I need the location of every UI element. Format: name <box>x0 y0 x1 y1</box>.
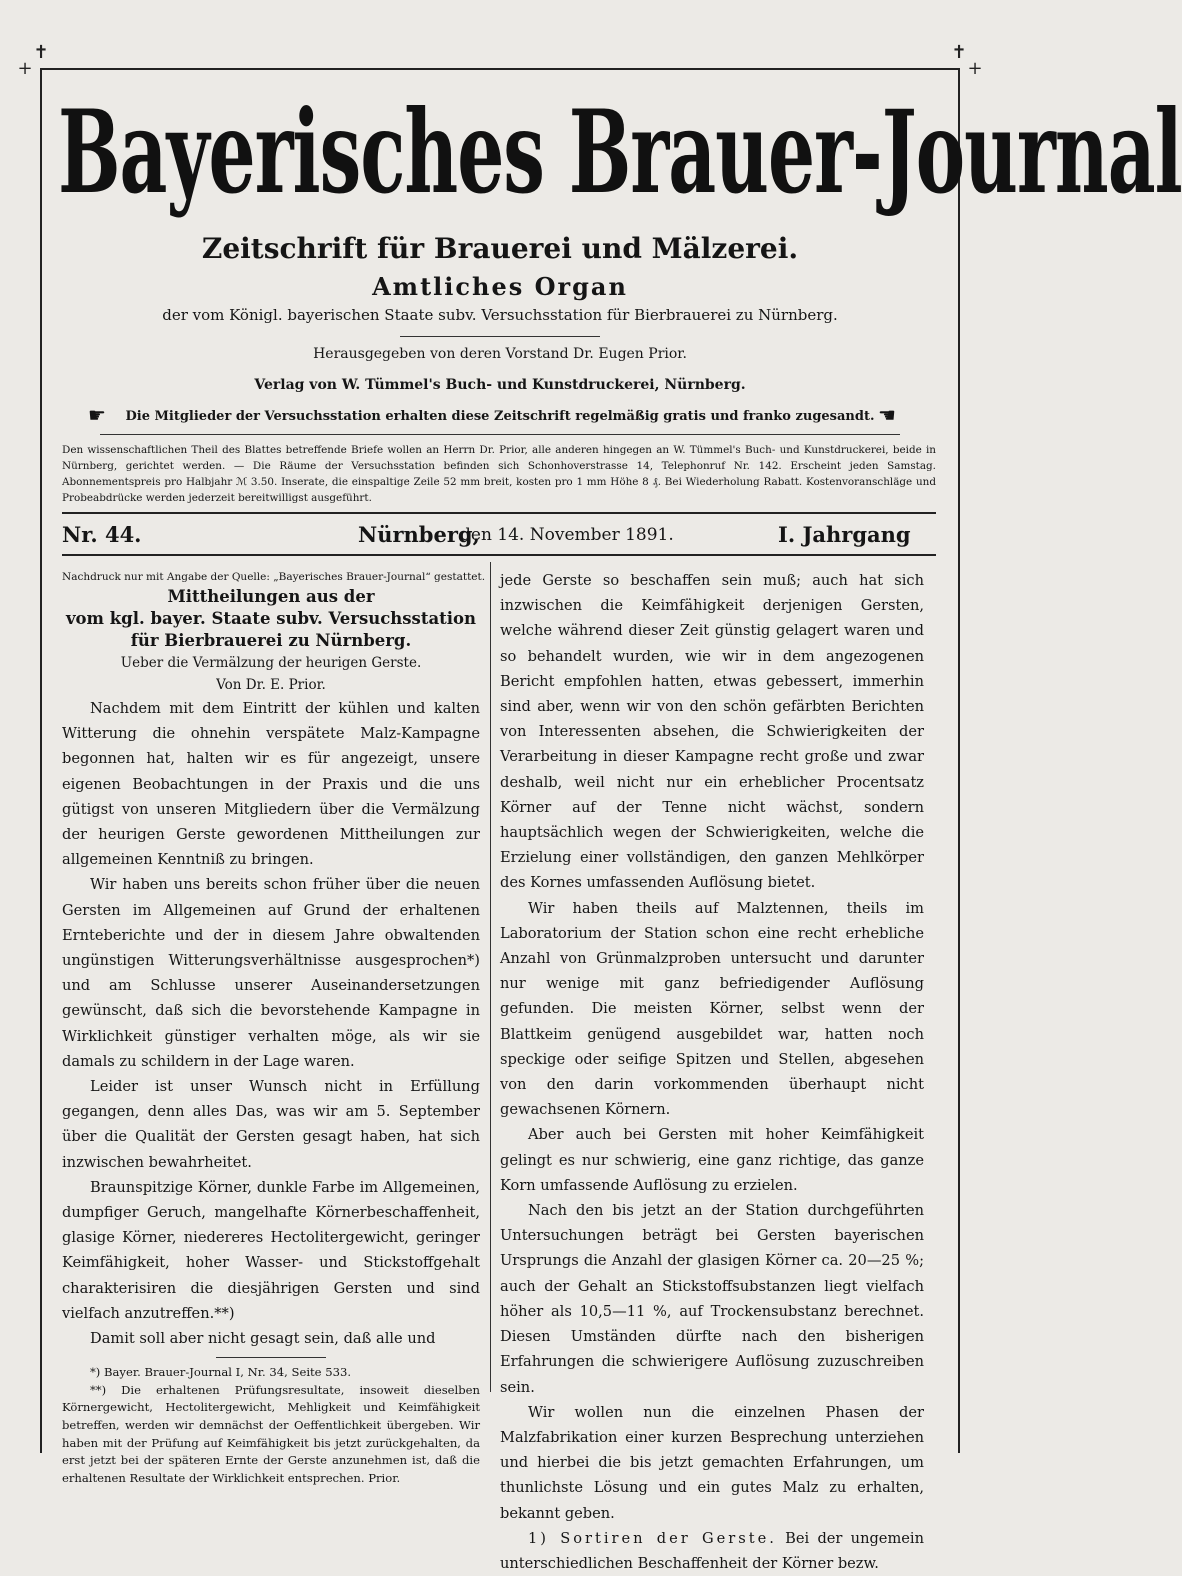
article-title-line: Mittheilungen aus der <box>167 587 375 606</box>
pointing-hand-left-icon: ☚ <box>878 403 896 427</box>
divider <box>400 336 600 337</box>
article-column-left <box>62 568 486 1487</box>
official-organ-label: Amtliches Organ <box>372 272 628 301</box>
issue-bottom-rule <box>62 554 936 556</box>
reprint-note: Nachdruck nur mit Angabe der Quelle: „Bayerisches Brauer-Journal“ gestattet. <box>62 571 486 583</box>
pointing-hand-right-icon: ☛ <box>88 403 106 427</box>
footnote-divider <box>216 1357 326 1358</box>
column-divider <box>490 562 491 1392</box>
frame-cross-icon: + <box>967 58 983 79</box>
article-paragraph: Wir wollen nun die einzelnen Phasen der Malzfabrikation einer kurzen Besprechung unterziehen und hierbei die bis jetzt gemachten Erfahrungen, um thunlichste Lösung und ein gutes Malz zu erhalten, bekannt geben. <box>500 1403 924 1522</box>
publisher-line: Verlag von W. Tümmel's Buch- und Kunstdruckerei, Nürnberg. <box>254 377 746 393</box>
article-column-right <box>500 568 924 1576</box>
issue-info-row <box>62 522 936 548</box>
article-paragraph: jede Gerste so beschaffen sein muß; auch hat sich inzwischen die Keimfähigkeit derjenigen Gersten, welche während dieser Zeit günstig gelagert waren und so behandelt wurden, wie wir in dem angezogenen Bericht empfohlen hatten, etwas gebessert, immerhin sind aber, wenn wir von den schön gefärbten Berichten von Interessenten absehen, die Schwierigkeiten der Verarbeitung in dieser Kampagne recht große und zwar deshalb, weil nicht nur ein erheblicher Procentsatz Körner auf der Tenne nicht wächst, sondern hauptsächlich wegen der Schwierigkeiten, welche die Erzielung einer vollständigen, den ganzen Mehlkörper des Kornes umfassenden Auflösung bietet. <box>500 572 924 892</box>
subscription-notice: Den wissenschaftlichen Theil des Blattes betreffende Briefe wollen an Herrn Dr. Prior, alle anderen hingegen an W. Tümmel's Buch- und Kunstdruckerei, beide in Nürnberg, gerichtet werden. — Die Räume der Versuchsstation befinden sich Schonhoverstrasse 14, Telephonruf Nr. 142. Erscheint jeden Samstag. Abonnementspreis pro Halbjahr ℳ 3.50. Inserate, die einspaltige Zeile 52 mm breit, kosten pro 1 mm Höhe 8 ₰. Bei Wiederholung Rabatt. Kostenvoranschläge und Probeabdrücke werden jederzeit bereitwilligst ausgeführt. <box>62 444 936 504</box>
editor-line: Herausgegeben von deren Vorstand Dr. Eugen Prior. <box>313 346 687 362</box>
article-paragraph: Nachdem mit dem Eintritt der kühlen und kalten Witterung die ohnehin verspätete Malz-Kampagne begonnen hat, halten wir es für angezeigt, unsere eigenen Beobachtungen in der Praxis und die uns gütigst von unseren Mitgliedern über die Vermälzung der heurigen Gerste gewordenen Mittheilungen zur allgemeinen Kenntniß zu bringen. <box>62 700 480 869</box>
issue-volume: I. Jahrgang <box>778 522 911 547</box>
members-notice: Die Mitglieder der Versuchsstation erhalten diese Zeitschrift regelmäßig gratis und franko zugesandt. <box>125 409 875 424</box>
corner-cross-icon: ✝ <box>951 42 967 63</box>
masthead-subtitle: Zeitschrift für Brauerei und Mälzerei. <box>201 232 799 265</box>
section-heading: 1) Sortiren der Gerste. <box>528 1529 777 1547</box>
article-title-line: für Bierbrauerei zu Nürnberg. <box>130 631 412 650</box>
issue-number: Nr. 44. <box>62 522 142 547</box>
article-paragraph: Nach den bis jetzt an der Station durchgeführten Untersuchungen beträgt bei Gersten bayerischen Ursprungs die Anzahl der glasigen Körner ca. 20—25 %; auch der Gehalt an Stickstoffsubstanzen liegt vielfach höher als 10,5—11 %, auf Trockensubstanz berechnet. Diesen Umständen dürfte nach den bisherigen Erfahrungen die schwierigere Auflösung zuzuschreiben sein. <box>500 1202 924 1396</box>
frame-right-rule <box>958 68 960 1453</box>
article-paragraph: Leider ist unser Wunsch nicht in Erfüllung gegangen, denn alles Das, was wir am 5. September über die Qualität der Gersten gesagt haben, hat sich inzwischen bewahrheitet. <box>62 1078 480 1171</box>
frame-left-rule <box>40 68 42 1453</box>
corner-cross-icon: ✝ <box>33 42 49 63</box>
article-paragraph <box>500 1526 924 1576</box>
frame-cross-icon: + <box>17 58 33 79</box>
divider <box>100 434 900 435</box>
footnotes <box>62 1364 480 1487</box>
article-paragraph: Braunspitzige Körner, dunkle Farbe im Allgemeinen, dumpfiger Geruch, mangelhafte Körnerbeschaffenheit, glasige Körner, niedereres Hectolitergewicht, geringer Keimfähigkeit, hoher Wasser- und Stickstoffgehalt charakterisiren die diesjährigen Gersten und sind vielfach anzutreffen.**) <box>62 1178 480 1322</box>
issue-top-rule <box>62 512 936 514</box>
article-paragraph: Aber auch bei Gersten mit hoher Keimfähigkeit gelingt es nur schwierig, eine ganz richtige, das ganze Korn umfassende Auflösung zu erzielen. <box>500 1126 924 1194</box>
section-text: Bei der ungemein unterschiedlichen Beschaffenheit der Körner bezw. <box>500 1529 924 1572</box>
footnote: **) Die erhaltenen Prüfungsresultate, insoweit dieselben Körnergewicht, Hectolitergewicht, Mehligkeit und Keimfähigkeit betreffen, werden wir demnächst der Oeffentlichkeit übergeben. Wir haben mit der Prüfung auf Keimfähigkeit bis jetzt zurückgehalten, da erst jetzt bei der späteren Ernte der Gerste anzunehmen ist, daß die erhaltenen Resultate der Wirklichkeit entsprechen. Prior. <box>62 1382 480 1485</box>
article-paragraph: Damit soll aber nicht gesagt sein, daß alle und <box>90 1330 436 1348</box>
article-paragraph: Wir haben uns bereits schon früher über die neuen Gersten im Allgemeinen auf Grund der erhaltenen Ernteberichte und der in diesem Jahre obwaltenden ungünstigen Witterungsverhältnisse ausgesprochen*) und am Schlusse unserer Auseinandersetzungen gewünscht, daß sich die bevorstehende Kampagne in Wirklichkeit günstiger verhalten möge, als wir sie damals zu schildern in der Lage waren. <box>62 876 480 1070</box>
article-author: Von Dr. E. Prior. <box>216 677 326 693</box>
issue-date: den 14. November 1891. <box>460 525 674 545</box>
organ-description: der vom Königl. bayerischen Staate subv. Versuchsstation für Bierbrauerei zu Nürnberg. <box>162 306 838 324</box>
article-title-line: vom kgl. bayer. Staate subv. Versuchsstation <box>65 609 477 628</box>
footnote: *) Bayer. Brauer-Journal I, Nr. 34, Seite 533. <box>90 1365 352 1380</box>
article-subtitle: Ueber die Vermälzung der heurigen Gerste. <box>120 655 422 671</box>
article-paragraph: Wir haben theils auf Malztennen, theils im Laboratorium der Station schon eine recht erhebliche Anzahl von Grünmalzproben untersucht und darunter nur wenige mit ganz befriedigender Auflösung gefunden. Die meisten Körner, selbst wenn der Blattkeim genügend ausgebildet war, hatten noch speckige oder seifige Spitzen und Stellen, abgesehen von den darin vorkommenden überhaupt nicht gewachsenen Körnern. <box>500 899 924 1119</box>
masthead-title: Bayerisches Brauer-Journal <box>58 86 1182 220</box>
issue-place: Nürnberg, <box>358 522 480 547</box>
